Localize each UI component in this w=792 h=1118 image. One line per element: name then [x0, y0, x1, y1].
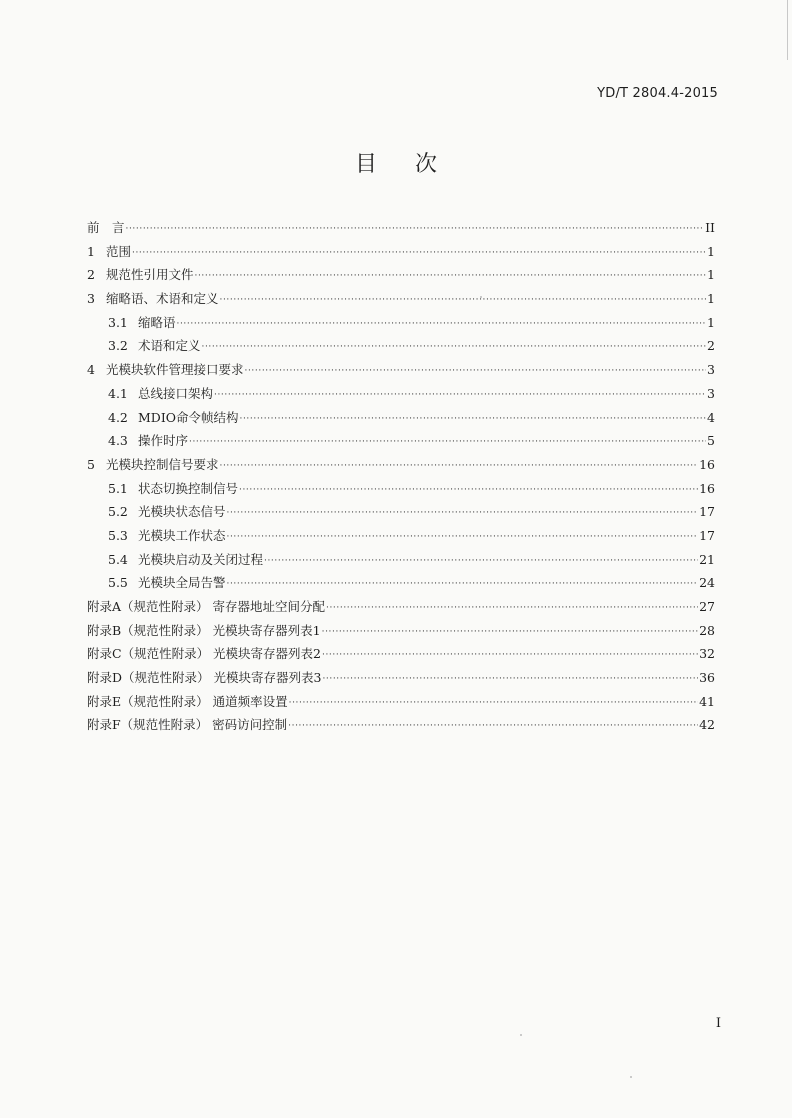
toc-entry-title: 规范性引用文件	[106, 267, 194, 283]
scan-speck	[630, 1076, 632, 1078]
title-char-2: 次	[415, 152, 438, 177]
toc-entry-title: 缩略语	[138, 314, 176, 330]
toc-entry-page: 2	[707, 338, 715, 354]
toc-entry-number: 3	[87, 291, 95, 307]
toc-dot-leader	[240, 408, 706, 432]
toc-entry-page: II	[705, 220, 715, 235]
toc-entry-page: 4	[707, 409, 715, 425]
toc-entry[interactable]	[87, 571, 715, 595]
toc-entry-page: 32	[699, 646, 715, 662]
toc-entry-number: 4.2	[108, 409, 128, 425]
toc-entry-number: 5	[87, 456, 95, 472]
toc-dot-leader	[239, 479, 698, 503]
title-char-1: 目	[354, 152, 377, 177]
toc-entry-number: 4	[87, 362, 95, 378]
toc-dot-leader	[126, 218, 705, 242]
toc-entry-title: 附录F（规范性附录） 密码访问控制	[87, 717, 288, 733]
toc-dot-leader	[220, 455, 699, 479]
toc-entry-number: 4.3	[108, 433, 128, 449]
toc-entry-number: 3.1	[108, 314, 128, 330]
toc-entry-page: 1	[707, 314, 715, 330]
toc-entry-title: 附录A（规范性附录） 寄存器地址空间分配	[87, 599, 326, 614]
toc-entry[interactable]	[87, 429, 715, 453]
toc-entry-number: 4.1	[108, 385, 128, 401]
table-of-contents	[87, 216, 715, 737]
scan-edge-line	[787, 0, 788, 60]
toc-entry[interactable]	[87, 216, 715, 240]
toc-entry[interactable]	[87, 334, 715, 358]
toc-dot-leader	[227, 526, 699, 550]
toc-dot-leader	[195, 265, 706, 289]
toc-entry-title: 缩略语、术语和定义	[106, 291, 219, 307]
toc-entry-title: 光模块工作状态	[138, 527, 226, 543]
toc-entry-page: 1	[707, 243, 715, 259]
toc-entry[interactable]	[87, 619, 715, 643]
toc-entry-page: 1	[707, 291, 715, 307]
toc-entry-page: 3	[707, 362, 715, 378]
toc-entry[interactable]	[87, 382, 715, 406]
toc-dot-leader	[227, 502, 699, 526]
toc-entry-title: 操作时序	[138, 433, 189, 449]
toc-entry-page: 24	[699, 575, 715, 591]
toc-entry-title: MDIO命令帧结构	[138, 409, 239, 425]
toc-entry-number: 5.4	[108, 551, 128, 567]
page-title	[0, 147, 792, 178]
toc-entry-number: 5.5	[108, 575, 128, 591]
toc-entry-title: 附录B（规范性附录） 光模块寄存器列表1	[87, 622, 321, 638]
toc-entry-page: 1	[707, 267, 715, 283]
toc-dot-leader	[214, 384, 706, 408]
toc-dot-leader	[227, 573, 699, 597]
toc-entry-page: 3	[707, 385, 715, 401]
toc-entry[interactable]	[87, 642, 715, 666]
toc-dot-leader	[177, 313, 706, 337]
toc-entry-page: 16	[699, 480, 715, 496]
toc-entry[interactable]	[87, 453, 715, 477]
scan-speck	[480, 296, 482, 298]
toc-entry-title: 光模块控制信号要求	[106, 456, 219, 472]
toc-entry[interactable]	[87, 595, 715, 619]
toc-entry-number: 3.2	[108, 338, 128, 354]
toc-dot-leader	[220, 289, 706, 313]
toc-entry-page: 27	[699, 599, 715, 614]
toc-dot-leader	[189, 431, 706, 455]
toc-entry[interactable]	[87, 406, 715, 430]
toc-entry[interactable]	[87, 500, 715, 524]
toc-entry-page: 42	[699, 717, 715, 733]
document-code: YD/T 2804.4-2015	[597, 86, 718, 101]
toc-entry-title: 光模块状态信号	[138, 504, 226, 520]
toc-entry-page: 41	[699, 693, 715, 709]
toc-dot-leader	[202, 336, 706, 360]
toc-dot-leader	[289, 692, 698, 716]
toc-dot-leader	[245, 360, 706, 384]
toc-entry[interactable]	[87, 240, 715, 264]
toc-dot-leader	[322, 668, 698, 692]
toc-entry-title: 光模块启动及关闭过程	[138, 551, 264, 567]
toc-entry[interactable]	[87, 263, 715, 287]
toc-dot-leader	[322, 621, 698, 645]
toc-entry-page: 17	[699, 527, 715, 543]
toc-entry-page: 16	[699, 456, 715, 472]
toc-entry-number: 2	[87, 267, 95, 283]
toc-dot-leader	[326, 597, 698, 621]
toc-entry-number: 5.1	[108, 480, 128, 496]
toc-dot-leader	[288, 715, 698, 739]
toc-entry[interactable]	[87, 548, 715, 572]
toc-entry[interactable]	[87, 358, 715, 382]
toc-entry-number: 1	[87, 243, 95, 259]
toc-entry-number: 5.2	[108, 504, 128, 520]
toc-entry-title: 状态切换控制信号	[138, 480, 239, 496]
toc-entry-title: 范围	[106, 243, 132, 259]
toc-entry[interactable]	[87, 287, 715, 311]
toc-entry[interactable]	[87, 524, 715, 548]
page-number: I	[715, 1016, 721, 1031]
toc-entry-number: 5.3	[108, 527, 128, 543]
toc-dot-leader	[264, 550, 698, 574]
toc-entry-title: 前 言	[87, 220, 125, 235]
toc-entry[interactable]	[87, 690, 715, 714]
toc-entry-page: 5	[707, 433, 715, 449]
toc-entry-page: 21	[699, 551, 715, 567]
toc-entry-title: 光模块软件管理接口要求	[106, 362, 244, 378]
toc-entry-title: 附录C（规范性附录） 光模块寄存器列表2	[87, 646, 321, 662]
toc-entry-title: 附录E（规范性附录） 通道频率设置	[87, 693, 288, 709]
toc-entry-page: 36	[699, 670, 715, 686]
toc-entry[interactable]	[87, 713, 715, 737]
toc-entry[interactable]	[87, 666, 715, 690]
toc-entry[interactable]	[87, 311, 715, 335]
toc-entry[interactable]	[87, 477, 715, 501]
toc-entry-title: 光模块全局告警	[138, 575, 226, 591]
toc-entry-title: 术语和定义	[138, 338, 201, 354]
toc-entry-title: 总线接口架构	[138, 385, 214, 401]
scan-speck	[520, 1034, 522, 1036]
toc-entry-page: 28	[699, 622, 715, 638]
toc-dot-leader	[322, 644, 698, 668]
toc-entry-title: 附录D（规范性附录） 光模块寄存器列表3	[87, 670, 322, 686]
toc-entry-page: 17	[699, 504, 715, 520]
toc-dot-leader	[132, 242, 706, 266]
